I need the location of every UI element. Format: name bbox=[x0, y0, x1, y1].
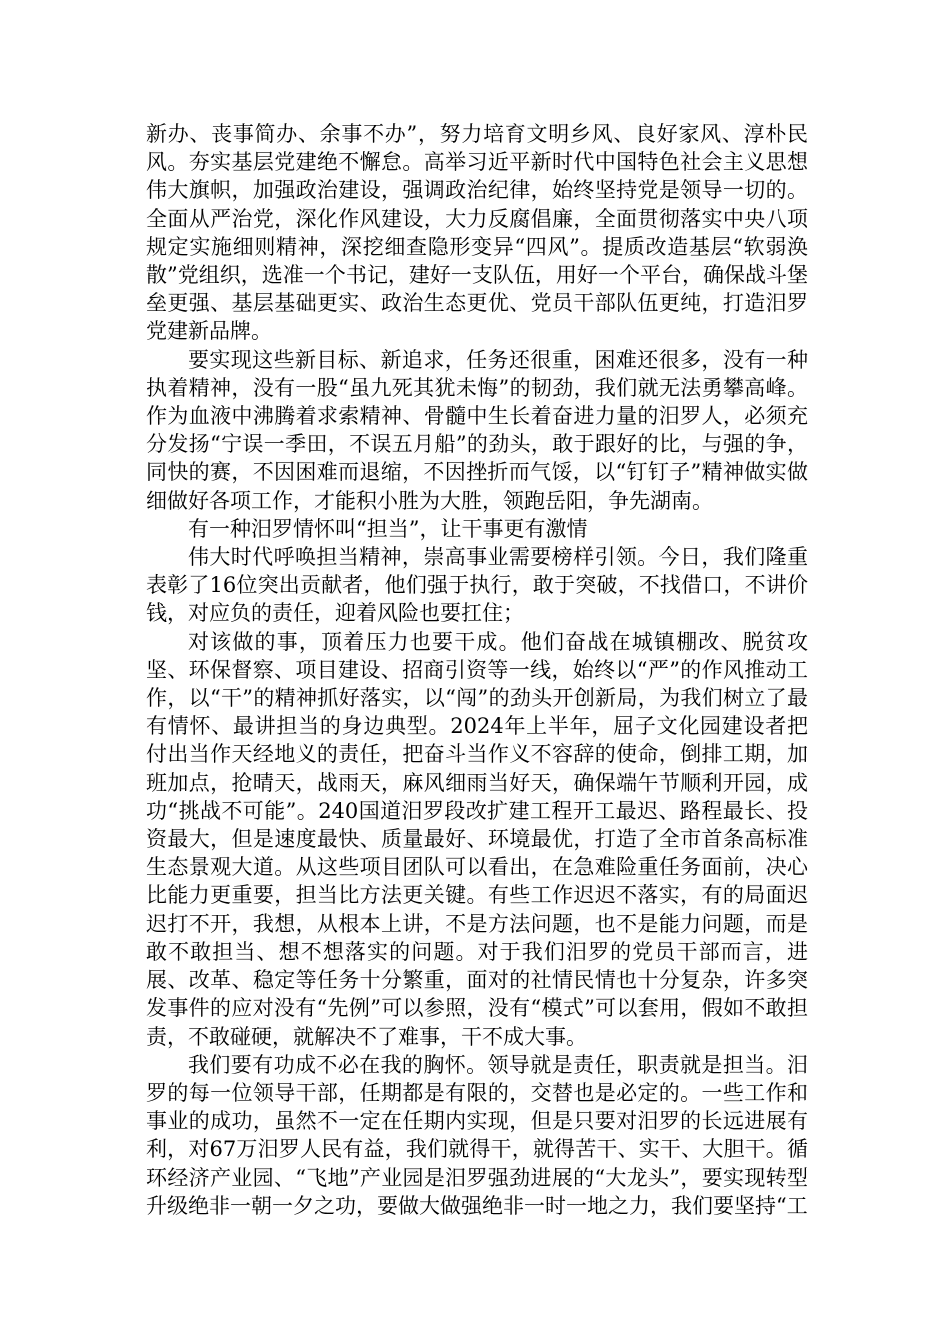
paragraph-2: 要实现这些新目标、新追求，任务还很重，困难还很多，没有一种执着精神，没有一股“虽九死其犹未悔”的韧劲，我们就无法勇攀高峰。作为血液中沸腾着求索精神、骨髓中生长着奋进力量的汨罗人，必须充分发扬“宁误一季田，不误五月船”的劲头，敢于跟好的比，与强的争，同快的赛，不因困难而退缩，不因挫折而气馁，以“钉钉子”精神做实做细做好各项工作，才能积小胜为大胜，领跑岳阳，争先湖南。 bbox=[146, 347, 808, 513]
paragraph-1: 新办、丧事简办、余事不办”，努力培育文明乡风、良好家风、淳朴民风。夯实基层党建绝不懈怠。高举习近平新时代中国特色社会主义思想伟大旗帜，加强政治建设，强调政治纪律，始终坚持党是领导一切的。全面从严治党，深化作风建设，大力反腐倡廉，全面贯彻落实中央八项规定实施细则精神，深挖细查隐形变异“四风”。提质改造基层“软弱涣散”党组织，选准一个书记，建好一支队伍，用好一个平台，确保战斗堡垒更强、基层基础更实、政治生态更优、党员干部队伍更纯，打造汨罗党建新品牌。 bbox=[146, 122, 808, 344]
section-heading: 有一种汨罗情怀叫“担当”，让干事更有激情 bbox=[188, 516, 588, 541]
paragraph-5: 我们要有功成不必在我的胸怀。领导就是责任，职责就是担当。汨罗的每一位领导干部，任期都是有限的，交替也是必定的。一些工作和事业的成功，虽然不一定在任期内实现，但是只要对汨罗的长远进展有利，对67万汨罗人民有益，我们就得干，就得苦干、实干、大胆干。循环经济产业园、“飞地”产业园是汨罗强劲进展的“大龙头”，要实现转型升级绝非一朝一夕之功，要做大做强绝非一时一地之力，我们要坚持“工 bbox=[146, 1052, 808, 1218]
document-body bbox=[146, 120, 808, 1220]
paragraph-4: 对该做的事，顶着压力也要干成。他们奋战在城镇棚改、脱贫攻坚、环保督察、项目建设、招商引资等一线，始终以“严”的作风推动工作，以“干”的精神抓好落实，以“闯”的劲头开创新局，为我们树立了最有情怀、最讲担当的身边典型。2024年上半年，屈子文化园建设者把付出当作天经地义的责任，把奋斗当作义不容辞的使命，倒排工期，加班加点，抢晴天，战雨天，麻风细雨当好天，确保端午节顺利开园，成功“挑战不可能”。240国道汨罗段改扩建工程开工最迟、路程最长、投资最大，但是速度最快、质量最好、环境最优，打造了全市首条高标准生态景观大道。从这些项目团队可以看出，在急难险重任务面前，决心比能力更重要，担当比方法更关键。有些工作迟迟不落实，有的局面迟迟打不开，我想，从根本上讲，不是方法问题，也不是能力问题，而是敢不敢担当、想不想落实的问题。对于我们汨罗的党员干部而言，进展、改革、稳定等任务十分繁重，面对的社情民情也十分复杂，许多突发事件的应对没有“先例”可以参照，没有“模式”可以套用，假如不敢担责，不敢碰硬，就解决不了难事，干不成大事。 bbox=[146, 629, 808, 1049]
paragraph-3: 伟大时代呼唤担当精神，崇高事业需要榜样引领。今日，我们隆重表彰了16位突出贡献者，他们强于执行，敢于突破，不找借口，不讲价钱，对应负的责任，迎着风险也要扛住； bbox=[146, 545, 808, 626]
